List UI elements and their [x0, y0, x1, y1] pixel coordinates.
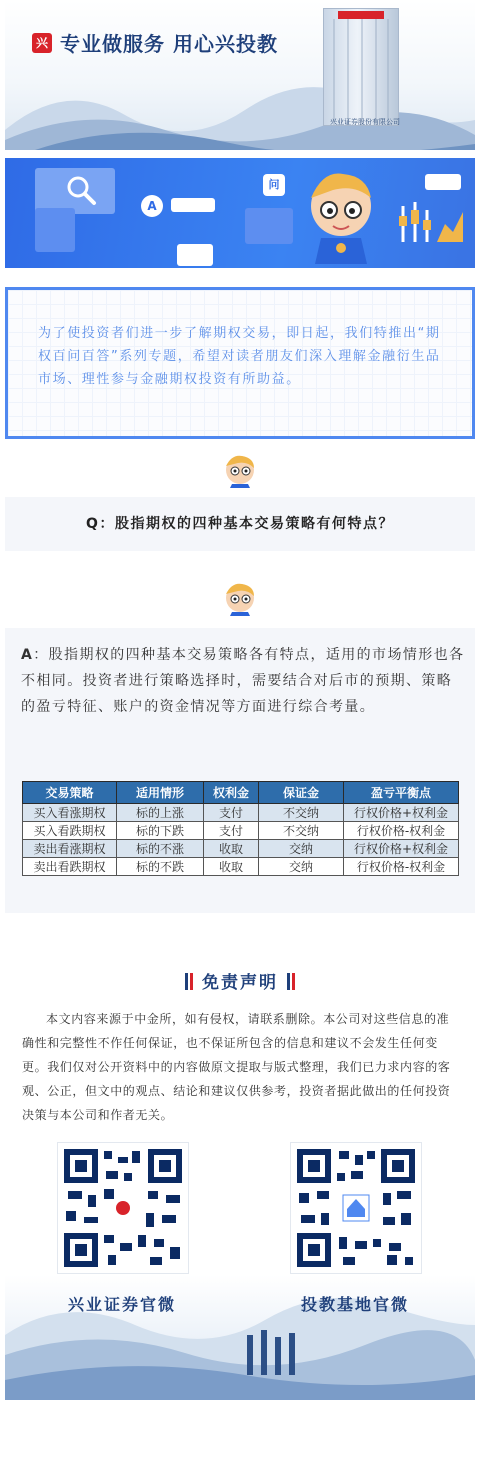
table-header: 交易策略 — [23, 782, 117, 804]
table-header: 适用情形 — [117, 782, 204, 804]
table-cell: 卖出看涨期权 — [23, 840, 117, 858]
promo-card — [245, 208, 293, 244]
table-header-row — [23, 782, 459, 804]
building-illustration — [323, 8, 399, 126]
text-bar — [171, 198, 215, 212]
mountain-art — [5, 60, 475, 150]
table-cell: 行权价格+权利金 — [344, 804, 459, 822]
answer-prefix: A — [21, 647, 34, 663]
mascot-avatar — [222, 580, 258, 616]
title-bar — [190, 973, 193, 990]
answer-section — [5, 628, 475, 913]
table-cell: 买入看跌期权 — [23, 822, 117, 840]
company-logo: 兴 — [32, 33, 52, 53]
answer-text — [21, 642, 466, 720]
table-cell: 交纳 — [259, 840, 344, 858]
disclaimer-text: 本文内容来源于中金所，如有侵权，请联系删除。本公司对这些信息的准确性和完整性不作任何保证，也不保证所包含的信息和建议不会发生任何变更。我们仅对公开资料中的内容做原文提取与版式整理，我们已力求内容的客观、公正，但文中的观点、结论和建议仅供参考，投资者据此做出的任何投资决策与本公司和作者无关。 — [22, 1012, 451, 1122]
magnifier-icon — [63, 172, 99, 208]
qr-code-xingye[interactable] — [57, 1142, 189, 1274]
toggle-graphic — [425, 174, 461, 190]
table-cell: 支付 — [204, 804, 259, 822]
qr-code-icon — [291, 1143, 421, 1273]
mascot-illustration — [303, 164, 379, 264]
mascot-avatar — [222, 452, 258, 488]
header-banner — [5, 0, 475, 150]
table-cell: 行权价格-权利金 — [344, 858, 459, 876]
title-bar — [185, 973, 188, 990]
strategy-table — [22, 781, 459, 876]
qr-code-toujiao[interactable] — [290, 1142, 422, 1274]
table-cell: 标的不跌 — [117, 858, 204, 876]
table-cell: 行权价格-权利金 — [344, 822, 459, 840]
qr-label-toujiao: 投教基地官微 — [300, 1295, 409, 1314]
answer-body: ：股指期权的四种基本交易策略各有特点，适用的市场情形也各不相同。投资者进行策略选择时，需要结合对后市的预期、策略的盈亏特征、账户的资金情况等方面进行综合考量。 — [21, 647, 465, 715]
table-cell: 标的不涨 — [117, 840, 204, 858]
banner-slogan: 专业做服务 用心兴投教 — [60, 32, 278, 56]
promo-banner — [5, 158, 475, 268]
table-header: 权利金 — [204, 782, 259, 804]
table-cell: 不交纳 — [259, 804, 344, 822]
table-cell: 买入看涨期权 — [23, 804, 117, 822]
qr-label-xingye: 兴业证券官微 — [67, 1295, 176, 1314]
table-cell: 行权价格+权利金 — [344, 840, 459, 858]
table-header: 盈亏平衡点 — [344, 782, 459, 804]
question-section — [5, 497, 475, 551]
table-cell: 标的下跌 — [117, 822, 204, 840]
table-row — [23, 840, 459, 858]
table-row — [23, 858, 459, 876]
text-bar — [177, 244, 213, 266]
intro-text: 为了使投资者们进一步了解期权交易，即日起，我们特推出“期权百问百答”系列专题，希望对读者朋友们深入理解金融衍生品市场、理性参与金融期权投资有所助益。 — [38, 326, 441, 387]
promo-card — [35, 208, 75, 252]
question-bubble: 问 — [263, 174, 285, 196]
building-sign: 兴业证券股份有限公司 — [330, 118, 400, 126]
question-text: Q：股指期权的四种基本交易策略有何特点？ — [86, 516, 394, 532]
disclaimer-heading — [0, 968, 480, 993]
disclaimer-title: 免责声明 — [202, 973, 278, 993]
title-bar — [287, 973, 290, 990]
title-bar — [292, 973, 295, 990]
chart-graphic — [397, 198, 467, 248]
table-row — [23, 822, 459, 840]
table-cell: 不交纳 — [259, 822, 344, 840]
table-cell: 卖出看跌期权 — [23, 858, 117, 876]
table-header: 保证金 — [259, 782, 344, 804]
table-cell: 收取 — [204, 858, 259, 876]
table-cell: 标的上涨 — [117, 804, 204, 822]
qr-code-icon — [58, 1143, 188, 1273]
table-cell: 收取 — [204, 840, 259, 858]
intro-box — [5, 287, 475, 439]
table-row — [23, 804, 459, 822]
table-cell: 支付 — [204, 822, 259, 840]
answer-bubble: A — [141, 195, 163, 217]
table-cell: 交纳 — [259, 858, 344, 876]
